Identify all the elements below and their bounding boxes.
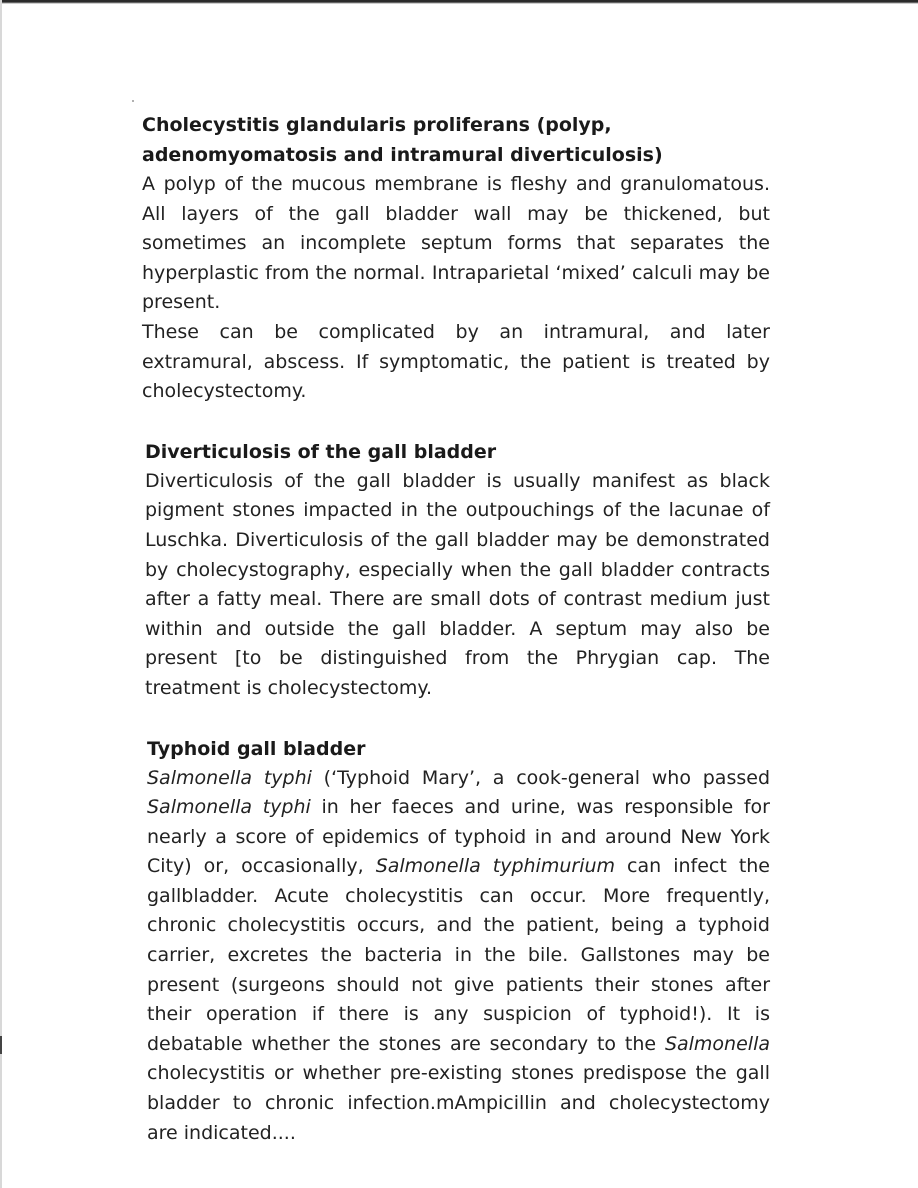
section-heading: Cholecystitis glandularis proliferans (polyp, adenomyomatosis and intramural diverticulosis)	[142, 114, 663, 166]
italic-term: Salmonella	[664, 1032, 770, 1055]
text-run: can infect the gallbladder. Acute cholecystitis can occur. More frequently, chronic cholecystitis occurs, and the patient, being a typhoid carrier, excretes the bacteria in the bile. Gallstones may be present (surgeons should not give patients their stones after their operation if there is any suspicion of typhoid!). It is debatable whether the stones are secondary to the	[147, 855, 770, 1055]
italic-term: Salmonella typhimurium	[375, 855, 616, 878]
text-run: cholecystitis or whether pre-existing stones predispose the gall bladder to chronic infection.mAmpicillin and cholecystectomy are indicated....	[147, 1062, 770, 1144]
section-cholecystitis-glandularis	[142, 110, 770, 407]
section-typhoid-gall-bladder	[147, 734, 770, 1149]
scan-edge-top	[0, 0, 918, 4]
section-heading: Typhoid gall bladder	[147, 737, 366, 760]
section-paragraph: A polyp of the mucous membrane is fleshy and granulomatous. All layers of the gall bladder wall may be thickened, but sometimes an incomplete septum forms that separates the hyperplastic from the normal. Intraparietal ‘mixed’ calculi may be present.	[142, 173, 770, 314]
scan-speck	[132, 100, 134, 102]
document-page	[142, 110, 770, 1148]
section-heading: Diverticulosis of the gall bladder	[145, 440, 497, 463]
section-paragraph: These can be complicated by an intramural, and later extramural, abscess. If symptomatic, the patient is treated by cholecystectomy.	[142, 320, 770, 403]
section-paragraph: Diverticulosis of the gall bladder is usually manifest as black pigment stones impacted in the outpouchings of the lacunae of Luschka. Diverticulosis of the gall bladder may be demonstrated by cholecystography, especially when the gall bladder contracts after a fatty meal. There are small dots of contrast medium just within and outside the gall bladder. A septum may also be present [to be distinguished from the Phrygian cap. The treatment is cholecystectomy.	[145, 469, 770, 699]
scan-mark	[0, 1036, 2, 1054]
italic-term: Salmonella typhi	[147, 766, 312, 789]
scan-edge-left	[0, 0, 2, 1188]
section-diverticulosis	[145, 437, 770, 704]
italic-term: Salmonella typhi	[147, 796, 311, 819]
section-paragraph	[147, 764, 770, 1149]
text-run: in her faeces and urine, was responsible for nearly a score of epidemics of typhoid in and around New York City) or, occasionally,	[147, 796, 770, 878]
text-run: (‘Typhoid Mary’, a cook-general who passed	[311, 766, 770, 789]
